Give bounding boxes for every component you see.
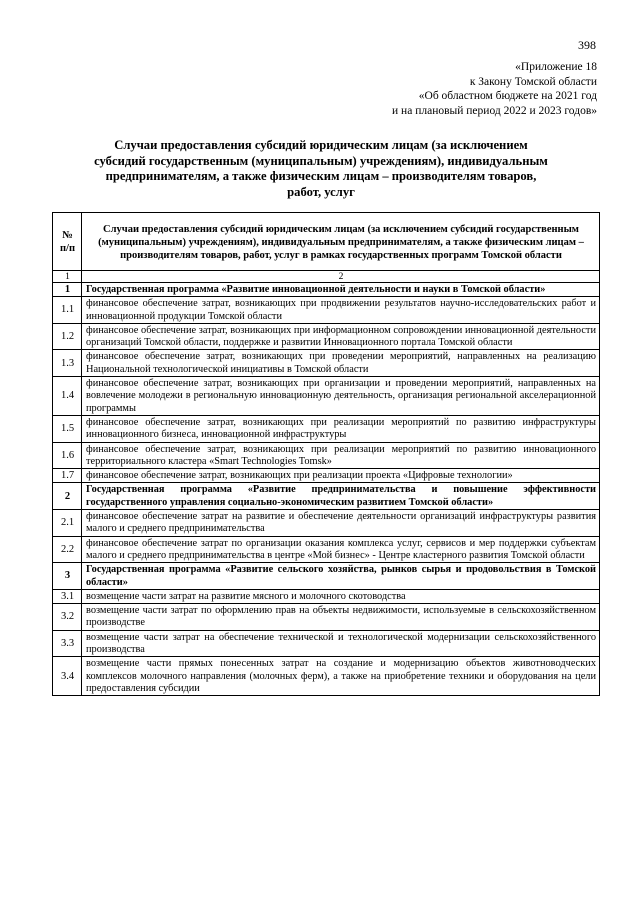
header-number: № п/п bbox=[53, 213, 82, 271]
table-row bbox=[53, 630, 600, 657]
appendix-line: «Приложение 18 bbox=[515, 61, 597, 73]
row-number: 1 bbox=[53, 283, 82, 297]
row-number: 1.3 bbox=[53, 350, 82, 377]
row-description: финансовое обеспечение затрат, возникающих при проведении мероприятий, направленных на реализацию Национальной технологической инициативы в Томской области bbox=[82, 350, 600, 377]
row-number: 1.2 bbox=[53, 323, 82, 350]
subsidy-cases-table bbox=[52, 212, 600, 696]
row-description: финансовое обеспечение затрат, возникающих при информационном сопровождении инновационной деятельности организаций Томской области, поддержке и развитии Инновационного портала Томской области bbox=[82, 323, 600, 350]
row-description: возмещение части затрат на развитие мясного и молочного скотоводства bbox=[82, 589, 600, 603]
row-number: 3.1 bbox=[53, 589, 82, 603]
row-number: 1.5 bbox=[53, 415, 82, 442]
row-description: финансовое обеспечение затрат, возникающих при организации и проведении мероприятий, направленных на вовлечение молодежи в региональную инновационную деятельность, организация региональной акселерационной программы bbox=[82, 377, 600, 416]
row-description: финансовое обеспечение затрат на развитие и обеспечение деятельности организаций инфраструктуры развития малого и среднего предпринимательства bbox=[82, 510, 600, 537]
table-row bbox=[53, 604, 600, 631]
table-row bbox=[53, 350, 600, 377]
header-description: Случаи предоставления субсидий юридическим лицам (за исключением субсидий государственным (муниципальным) учреждениям), индивидуальным предпринимателям, а также физическим лицам – производителям товаров, работ, услуг в рамках государственных программ Томской области bbox=[82, 213, 600, 271]
table-row bbox=[53, 323, 600, 350]
appendix-line: и на плановый период 2022 и 2023 годов» bbox=[392, 104, 597, 117]
document-title: Случаи предоставления субсидий юридическим лицам (за исключением субсидий государственным (муниципальным) учреждениям), индивидуальным предпринимателям, а также физическим лицам – производителям товаров, работ, услуг bbox=[94, 138, 548, 199]
row-description: финансовое обеспечение затрат, возникающих при реализации проекта «Цифровые технологии» bbox=[82, 469, 600, 483]
row-number: 1.7 bbox=[53, 469, 82, 483]
program-title: Государственная программа «Развитие инновационной деятельности и науки в Томской области» bbox=[82, 283, 600, 297]
row-description: финансовое обеспечение затрат по организации оказания комплекса услуг, сервисов и мер поддержки субъектам малого и среднего предпринимательства в центре «Мой бизнес» - Центре кластерного развития Томской области bbox=[82, 536, 600, 563]
row-number: 3.4 bbox=[53, 657, 82, 696]
program-title: Государственная программа «Развитие предпринимательства и повышение эффективности государственного управления социально-экономическим развитием Томской области» bbox=[82, 483, 600, 510]
appendix-line: «Об областном бюджете на 2021 год bbox=[418, 90, 597, 102]
table-row bbox=[53, 442, 600, 469]
row-description: возмещение части затрат на обеспечение технической и технологической модернизации сельскохозяйственного производства bbox=[82, 630, 600, 657]
appendix-header bbox=[392, 60, 597, 118]
program-title: Государственная программа «Развитие сельского хозяйства, рынков сырья и продовольствия в Томской области» bbox=[82, 563, 600, 590]
table-row bbox=[53, 415, 600, 442]
row-description: финансовое обеспечение затрат, возникающих при продвижении результатов научно-исследовательских работ и инновационной продукции Томской области bbox=[82, 297, 600, 324]
table-row bbox=[53, 510, 600, 537]
row-number: 2.1 bbox=[53, 510, 82, 537]
row-description: финансовое обеспечение затрат, возникающих при реализации мероприятий по развитию инновационного территориального кластера «Smart Technologies Tomsk» bbox=[82, 442, 600, 469]
row-number: 1.1 bbox=[53, 297, 82, 324]
table-header-row bbox=[53, 213, 600, 271]
table-row bbox=[53, 657, 600, 696]
row-description: финансовое обеспечение затрат, возникающих при реализации мероприятий по развитию инфраструктуры инновационного бизнеса, инновационной инфраструктуры bbox=[82, 415, 600, 442]
page-number: 398 bbox=[578, 38, 596, 52]
row-number: 1.4 bbox=[53, 377, 82, 416]
table-row bbox=[53, 469, 600, 483]
row-description: возмещение части затрат по оформлению прав на объекты недвижимости, используемые в сельскохозяйственном производстве bbox=[82, 604, 600, 631]
row-number: 1.6 bbox=[53, 442, 82, 469]
row-number: 3.3 bbox=[53, 630, 82, 657]
row-number: 3.2 bbox=[53, 604, 82, 631]
program-row bbox=[53, 563, 600, 590]
column-index-row bbox=[53, 271, 600, 283]
column-index: 1 bbox=[53, 271, 82, 283]
row-description: возмещение части прямых понесенных затрат на создание и модернизацию объектов животноводческих комплексов молочного направления (молочных ферм), а также на приобретение техники и оборудования на цели предоставления субсидии bbox=[82, 657, 600, 696]
table-row bbox=[53, 536, 600, 563]
column-index: 2 bbox=[82, 271, 600, 283]
program-row bbox=[53, 283, 600, 297]
row-number: 2 bbox=[53, 483, 82, 510]
program-row bbox=[53, 483, 600, 510]
table-row bbox=[53, 589, 600, 603]
table-row bbox=[53, 297, 600, 324]
row-number: 3 bbox=[53, 563, 82, 590]
row-number: 2.2 bbox=[53, 536, 82, 563]
table-body bbox=[53, 283, 600, 696]
table-row bbox=[53, 377, 600, 416]
appendix-line: к Закону Томской области bbox=[469, 75, 597, 88]
